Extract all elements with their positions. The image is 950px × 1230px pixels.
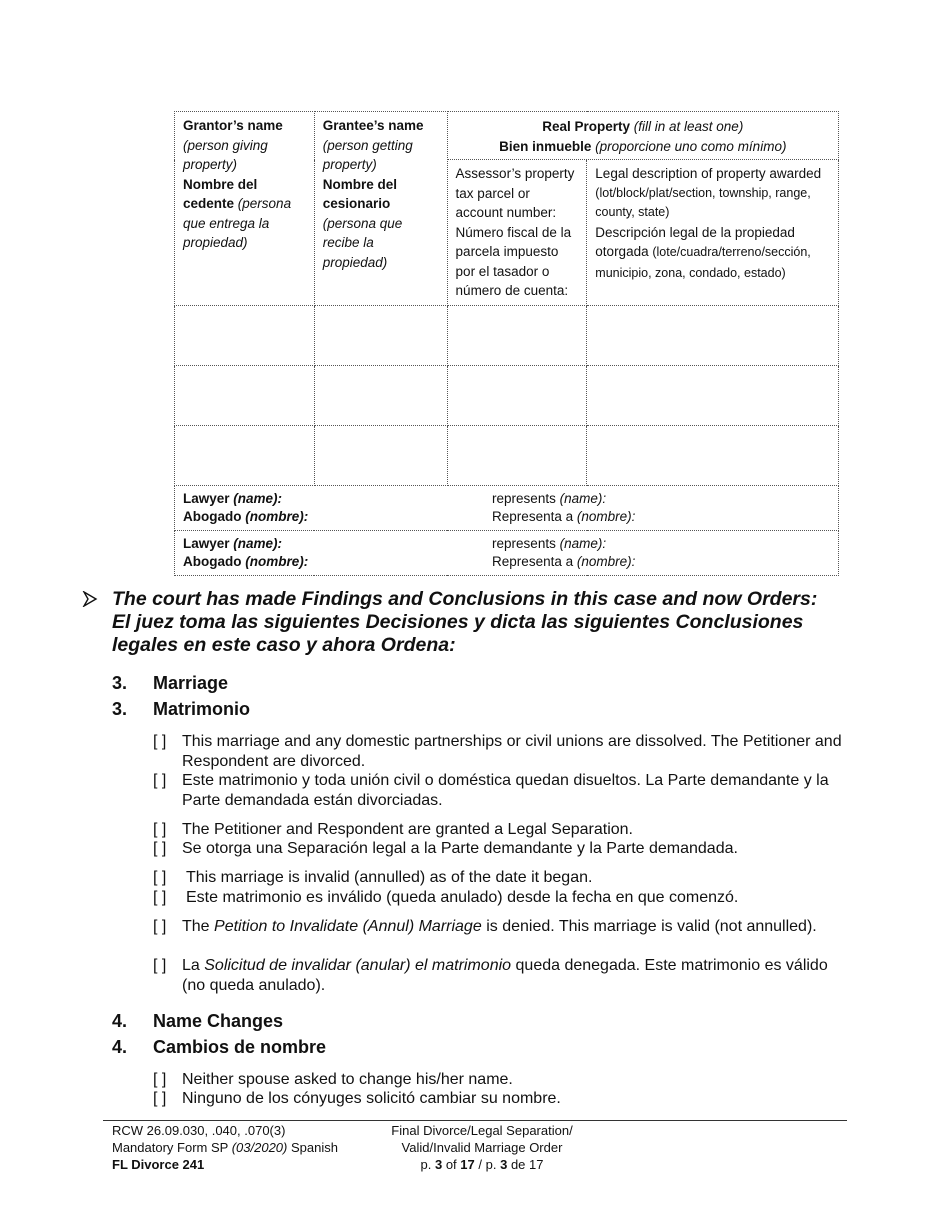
represents-cell[interactable] (447, 530, 838, 575)
lawyer-label-en: Lawyer (183, 490, 230, 506)
option-text: Neither spouse asked to change his/her name. (182, 1071, 513, 1088)
lawyer-note-en: (name): (233, 490, 283, 506)
page-total-es: 17 (529, 1157, 544, 1172)
findings-es: El juez toma las siguientes Decisiones y dicta las siguientes Conclusiones legales en este caso y ahora Ordena: (112, 611, 804, 656)
footer-mandatory-date: (03/2020) (231, 1140, 288, 1155)
option-text: Este matrimonio es inválido (queda anulado) desde la fecha en que comenzó. (186, 889, 739, 906)
section-4-title-es: Cambios de nombre (153, 1037, 327, 1057)
legal-description-cell[interactable] (587, 425, 839, 485)
page-de: de (510, 1157, 526, 1172)
option-text (182, 917, 852, 937)
option-text: This marriage is invalid (annulled) as of the date it began. (186, 869, 593, 886)
property-table (174, 111, 839, 576)
section-4-title-en: Name Changes (153, 1011, 284, 1031)
grantee-desc-es: (persona que recibe la propiedad) (322, 215, 403, 270)
footer-title-2: Valid/Invalid Marriage Order (401, 1140, 563, 1155)
checkbox[interactable]: [ ] (153, 1090, 167, 1107)
footer-mandatory-label: Mandatory Form SP (112, 1140, 229, 1155)
grantor-desc-en: (person giving property) (183, 137, 268, 172)
assessor-cell[interactable] (447, 365, 587, 425)
arrow-bullet-icon (82, 591, 98, 607)
footer-mandatory (112, 1139, 338, 1156)
represents-cell[interactable] (447, 485, 838, 530)
checkbox[interactable]: [ ] (153, 733, 167, 750)
lawyer-name-cell[interactable] (175, 530, 448, 575)
section-4-number: 4. (112, 1011, 128, 1031)
option-text-post: queda denegada. Este matrimonio es válido (no queda anulado). (182, 957, 828, 994)
grantor-cell[interactable] (175, 365, 315, 425)
checkbox[interactable]: [ ] (153, 1071, 167, 1088)
represents-label-es: Representa a (492, 508, 574, 524)
page-num-es: 3 (500, 1157, 508, 1172)
option-text: The Petitioner and Respondent are granted a Legal Separation. (182, 821, 633, 838)
section-3-title-es: Matrimonio (153, 699, 250, 719)
section-3-title-en: Marriage (153, 673, 229, 693)
lawyer-note-es: (nombre): (245, 508, 309, 524)
footer-rcw: RCW 26.09.030, .040, .070(3) (112, 1123, 286, 1138)
real-property-note-en: (fill in at least one) (633, 119, 744, 134)
legal-desc-es: Descripción legal de la propiedad otorgada (595, 224, 795, 259)
grantor-name-en: Grantor’s name (183, 118, 283, 133)
assessor-header: Assessor’s property tax parcel or account number: Número fiscal de la parcela impuesto por el tasador o número de cuenta: (447, 160, 587, 306)
option-text-pre: The (182, 918, 210, 935)
assessor-cell[interactable] (447, 425, 587, 485)
footer-center (372, 1122, 592, 1173)
option-text: Este matrimonio y toda unión civil o doméstica quedan disueltos. La Parte demandante y la Parte demandada están divorciadas. (182, 772, 829, 809)
table-row (175, 365, 839, 425)
lawyer-note-en: (name): (233, 535, 283, 551)
assessor-cell[interactable] (447, 305, 587, 365)
footer-divider (103, 1120, 847, 1121)
grantee-cell[interactable] (314, 425, 447, 485)
grantee-name-es: Nombre del cesionario (322, 176, 398, 211)
footer-left (112, 1122, 338, 1173)
checkbox[interactable]: [ ] (153, 957, 167, 974)
lawyer-name-cell[interactable] (175, 485, 448, 530)
option-text: This marriage and any domestic partnerships or civil unions are dissolved. The Petitioner and Respondent are divorced. (182, 733, 842, 770)
represents-note-es: (nombre): (576, 508, 636, 524)
footer-title-1: Final Divorce/Legal Separation/ (391, 1123, 573, 1138)
real-property-title-es: Bien inmueble (499, 138, 592, 154)
petition-title: Solicitud de invalidar (anular) el matrimonio (204, 957, 512, 974)
footer-mandatory-lang: Spanish (291, 1140, 338, 1155)
option-text (182, 956, 852, 996)
petition-title: Petition to Invalidate (Annul) Marriage (214, 918, 482, 935)
lawyer-row (175, 485, 839, 530)
represents-label-en: represents (492, 490, 556, 506)
grantor-cell[interactable] (175, 305, 315, 365)
footer-page-number (372, 1156, 592, 1173)
grantee-name-en: Grantee’s name (322, 118, 424, 133)
lawyer-note-es: (nombre): (245, 553, 309, 569)
page-num: 3 (434, 1157, 443, 1172)
legal-description-cell[interactable] (587, 365, 839, 425)
legal-desc-es-note: (lote/cuadra/terreno/sección, municipio, zona, condado, estado) (595, 245, 811, 280)
checkbox[interactable]: [ ] (153, 821, 167, 838)
section-4-number-es: 4. (112, 1037, 128, 1057)
grantor-header (175, 112, 315, 306)
page-of: of (445, 1157, 457, 1172)
option-text-post: is denied. This marriage is valid (not annulled). (486, 918, 817, 935)
grantee-cell[interactable] (314, 365, 447, 425)
checkbox[interactable]: [ ] (153, 918, 167, 935)
grantor-cell[interactable] (175, 425, 315, 485)
checkbox[interactable]: [ ] (153, 869, 167, 886)
lawyer-row (175, 530, 839, 575)
lawyer-label-es: Abogado (183, 553, 242, 569)
checkbox[interactable]: [ ] (153, 889, 167, 906)
lawyer-label-es: Abogado (183, 508, 242, 524)
page-total: 17 (460, 1157, 475, 1172)
page-p: p. (420, 1157, 432, 1172)
represents-note-es: (nombre): (576, 553, 636, 569)
findings-en: The court has made Findings and Conclusions in this case and now Orders: (112, 588, 818, 610)
legal-description-header (587, 160, 839, 306)
section-3-number: 3. (112, 673, 128, 693)
table-row (175, 425, 839, 485)
section-3-number-es: 3. (112, 699, 128, 719)
grantee-header (314, 112, 447, 306)
table-header-row (175, 112, 839, 160)
grantor-desc-es: (persona que entrega la propiedad) (183, 196, 292, 250)
checkbox[interactable]: [ ] (153, 772, 167, 789)
real-property-title-en: Real Property (542, 119, 630, 134)
lawyer-label-en: Lawyer (183, 535, 230, 551)
findings-heading (112, 588, 872, 657)
page-sep: / p. (478, 1157, 497, 1172)
real-property-note-es: (proporcione uno como mínimo) (595, 138, 787, 154)
legal-description-cell[interactable] (587, 305, 839, 365)
legal-desc-en: Legal description of property awarded (595, 166, 822, 181)
represents-label-en: represents (492, 535, 556, 551)
option-text: Se otorga una Separación legal a la Parte demandante y la Parte demandada. (182, 840, 738, 857)
represents-note-en: (name): (559, 535, 607, 551)
grantor-name-es: Nombre del cedente (183, 176, 258, 211)
checkbox[interactable]: [ ] (153, 840, 167, 857)
option-text-pre: La (182, 957, 200, 974)
table-row (175, 305, 839, 365)
grantee-desc-en: (person getting property) (322, 137, 413, 172)
represents-label-es: Representa a (492, 553, 574, 569)
represents-note-en: (name): (559, 490, 607, 506)
legal-desc-en-note: (lot/block/plat/section, township, range, county, state) (595, 185, 811, 219)
grantee-cell[interactable] (314, 305, 447, 365)
footer-form-id: FL Divorce 241 (112, 1157, 205, 1172)
real-property-header (447, 112, 838, 160)
option-text: Ninguno de los cónyuges solicitó cambiar su nombre. (182, 1090, 561, 1107)
